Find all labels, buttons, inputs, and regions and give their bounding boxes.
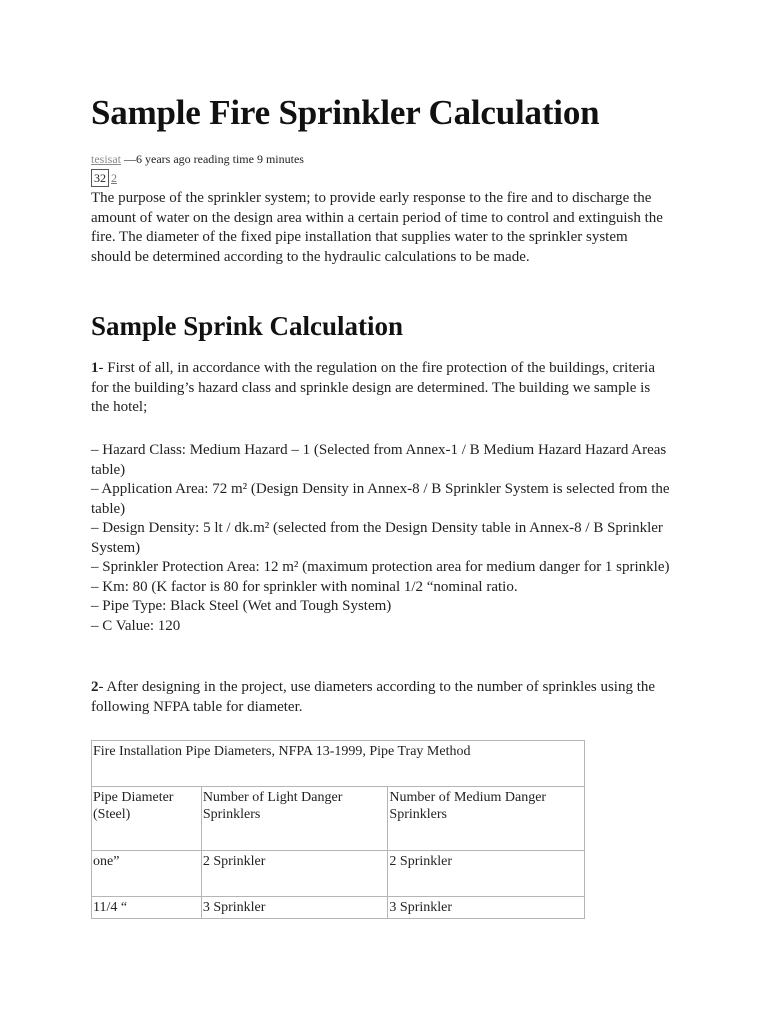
section-heading: Sample Sprink Calculation bbox=[91, 311, 404, 341]
table-header-row bbox=[92, 787, 585, 851]
step-2-number: 2 bbox=[91, 679, 99, 695]
step-2-paragraph bbox=[91, 678, 671, 717]
criteria-item: – Hazard Class: Medium Hazard – 1 (Selected from Annex-1 / B Medium Hazard Hazard Areas table) bbox=[91, 442, 667, 478]
criteria-list bbox=[91, 441, 676, 636]
header-medium-danger: Number of Medium Danger Sprinklers bbox=[388, 787, 585, 851]
criteria-item: – Design Density: 5 lt / dk.m² (selected from the Design Density table in Annex-8 / B Sprinkler System) bbox=[91, 520, 663, 556]
meta-text: —6 years ago reading time 9 minutes bbox=[121, 152, 304, 166]
criteria-item: – Application Area: 72 m² (Design Density in Annex-8 / B Sprinkler System is selected from the table) bbox=[91, 481, 670, 517]
table-cell: 2 Sprinkler bbox=[388, 851, 585, 897]
table-caption-row bbox=[92, 741, 585, 787]
comment-count-link[interactable]: 2 bbox=[111, 171, 117, 185]
pipe-diameter-table bbox=[91, 740, 585, 919]
table-row bbox=[92, 851, 585, 897]
header-light-danger: Number of Light Danger Sprinklers bbox=[201, 787, 388, 851]
author-link[interactable]: tesisat bbox=[91, 152, 121, 166]
table-cell: 11/4 “ bbox=[92, 897, 202, 919]
article-meta bbox=[91, 152, 304, 167]
step-1-text: - First of all, in accordance with the regulation on the fire protection of the buildings, criteria for the building’s hazard class and sprinkle design are determined. The building we sample is the hotel; bbox=[91, 360, 655, 415]
criteria-item: – Pipe Type: Black Steel (Wet and Tough System) bbox=[91, 598, 392, 614]
intro-paragraph: The purpose of the sprinkler system; to provide early response to the fire and to discharge the amount of water on the design area within a certain period of time to control and extinguish the fire. The diameter of the fixed pipe installation that supplies water to the sprinkler system should be determined according to the hydraulic calculations to be made. bbox=[91, 190, 663, 265]
table-cell: one” bbox=[92, 851, 202, 897]
table-cell: 3 Sprinkler bbox=[388, 897, 585, 919]
criteria-item: – Sprinkler Protection Area: 12 m² (maximum protection area for medium danger for 1 sprinkle) bbox=[91, 559, 670, 575]
criteria-item: – Km: 80 (K factor is 80 for sprinkler with nominal 1/2 “nominal ratio. bbox=[91, 578, 518, 595]
share-counts bbox=[91, 169, 117, 187]
table-cell: 3 Sprinkler bbox=[201, 897, 388, 919]
share-count-box[interactable]: 32 bbox=[91, 169, 109, 187]
step-1-paragraph bbox=[91, 359, 671, 418]
article-title: Sample Fire Sprinkler Calculation bbox=[91, 93, 600, 132]
header-pipe-diameter: Pipe Diameter (Steel) bbox=[92, 787, 202, 851]
step-1-number: 1 bbox=[91, 360, 99, 376]
step-2-text: - After designing in the project, use diameters according to the number of sprinkles using the following NFPA table for diameter. bbox=[91, 679, 656, 715]
criteria-item: – C Value: 120 bbox=[91, 617, 181, 634]
table-cell: 2 Sprinkler bbox=[201, 851, 388, 897]
table-caption: Fire Installation Pipe Diameters, NFPA 13-1999, Pipe Tray Method bbox=[92, 741, 585, 787]
table-row bbox=[92, 897, 585, 919]
